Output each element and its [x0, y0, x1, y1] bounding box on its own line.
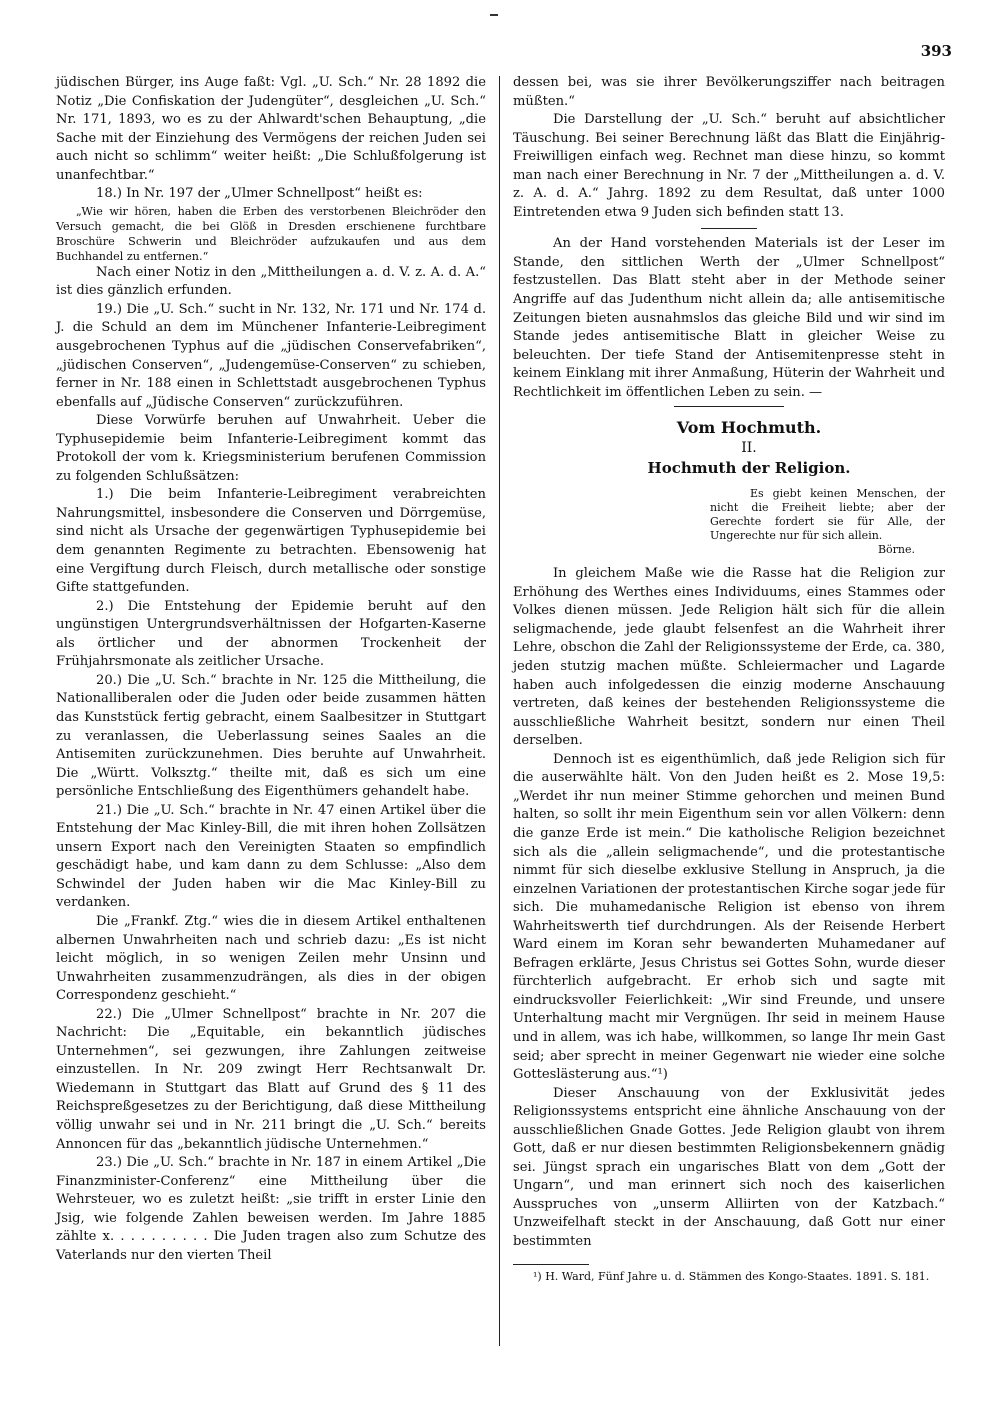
motto-author: Börne.: [877, 543, 915, 557]
separator-rule: [513, 228, 945, 229]
paragraph: 23.) Die „U. Sch.“ brachte in Nr. 187 in einem Artikel „Die Finanzminister-Conferenz“ eine Mittheilung über die Wehrsteuer, wo es zuletzt heißt: „sie trifft in erster Linie den Jsig, wie folgende Zahlen beweisen werden. Im Jahre 1885 zählte x. . . . . . . . . . Die Juden tragen also zum Schutze des Vaterlands nur den vierten Theil: [56, 1155, 486, 1263]
paragraph: 18.) In Nr. 197 der „Ulmer Schnellpost“ heißt es:: [96, 186, 423, 202]
section-subtitle: Hochmuth der Religion.: [647, 459, 851, 478]
paragraph: 21.) Die „U. Sch.“ brachte in Nr. 47 einen Artikel über die Entstehung der Mac Kinley-Bill, die mit ihren hohen Zollsätzen unsern Export nach den Vereinigten Staaten so empfindlich geschädigt habe, und kam dann zu dem Schlusse: „Also dem Schwindel der Juden haben wir die Mac Kinley-Bill zu verdanken.: [56, 802, 486, 911]
section-number: II.: [741, 440, 757, 457]
footnote: ¹) H. Ward, Fünf Jahre u. d. Stämmen des Kongo-Staates. 1891. S. 181.: [533, 1269, 930, 1283]
paragraph: Dieser Anschauung von der Exklusivität jedes Religionssystems entspricht eine ähnliche Anschauung von der ausschließlichen Gnade Gottes. Jede Religion glaubt von ihrem Gott, daß er nur diesen bestimmten Religionsbekennern gnädig sei. Jüngst sprach ein ungarisches Blatt von dem „Gott der Ungarn“, und man erinnert sich noch des kaiserlichen Ausspruches von „unserm Alliirten von der Katzbach.“ Unzweifelhaft steckt in der Anschauung, daß Gott nur einer bestimmten: [513, 1085, 945, 1249]
paragraph: Diese Vorwürfe beruhen auf Unwahrheit. Ueber die Typhusepidemie beim Infanterie-Leibregiment kommt das Protokoll der vom k. Kriegsministerium berufenen Commission zu folgenden Schlußsätzen:: [56, 413, 486, 484]
paragraph: jüdischen Bürger, ins Auge faßt: Vgl. „U. Sch.“ Nr. 28 1892 die Notiz „Die Confiskation der Judengüter“, desgleichen „U. Sch.“ Nr. 171, 1893, wo es zu der Ahlwardt'schen Behauptung, „die Sache mit der Einziehung des Vermögens der reichen Juden sei auch nicht so schlimm“ weiter heißt: „Die Schlußfolgerung ist unanfechtbar.“: [56, 75, 486, 183]
page-number: 393: [920, 42, 952, 60]
paragraph: dessen bei, was sie ihrer Bevölkerungsziffer nach beitragen müßten.“: [513, 75, 945, 109]
paragraph: An der Hand vorstehenden Materials ist der Leser im Stande, den sittlichen Werth der „Ulmer Schnellpost“ festzustellen. Das Blatt steht aber in der Methode seiner Angriffe auf das Judenthum nicht allein da; alle antisemitische Zeitungen bieten ausnahmslos das gleiche Bild und wir sind im Stande jedes antisemitische Blatt in gleicher Weise zu beleuchten. Der tiefe Stand der Antisemitenpresse steht in keinem Einklang mit ihrer Anmaßung, Hüterin der Wahrheit und Rechtlichkeit im öffentlichen Leben zu sein. —: [513, 236, 945, 400]
paragraph: In gleichem Maße wie die Rasse hat die Religion zur Erhöhung des Werthes eines Individuums, eines Stammes oder Volkes dienen müssen. Jede Religion hält sich für die allein seligmachende, jede glaubt felsenfest an die Wahrheit ihrer Lehre, obschon die Zahl der Religionssysteme der Erde, ca. 380, jeden stutzig machen müßte. Schleiermacher und Lagarde haben auch infolgedessen die einzig moderne Anschauung vertreten, daß keines der bestehenden Religionssysteme die ausschließliche Wahrheit besitzt, sondern nur einen Theil derselben.: [513, 566, 945, 749]
paragraph: 20.) Die „U. Sch.“ brachte in Nr. 125 die Mittheilung, die Nationalliberalen oder die Juden oder beide zusammen hätten das Kunststück fertig gebracht, einem Saalbesitzer in Stuttgart zu veranlassen, die Ueberlassung seines Saales an die Antisemiten zurückzunehmen. Dies beruhte auf Unwahrheit. Die „Württ. Volksztg.“ theilte mit, daß es sich um eine persönliche Entschließung des Eigenthümers gehandelt habe.: [56, 672, 486, 800]
paragraph: Dennoch ist es eigenthümlich, daß jede Religion sich für die auserwählte hält. Von den Juden heißt es 2. Mose 19,5: „Werdet ihr nun meiner Stimme gehorchen und meinen Bund halten, so sollt ihr mein Eigenthum sein vor allen Völkern: denn die ganze Erde ist mein.“ Die katholische Religion bezeichnet sich als die „allein seligmachende“, und die protestantische nimmt für sich dieselbe exklusive Stellung in Anspruch, ja die einzelnen Variationen der protestantischen Kirche sogar jede für sich. Die muhamedanische Religion ist ebenso von ihrem Wahrheitswerth tief durchdrungen. Als der Reisende Herbert Ward einem im Koran sehr bewanderten Muhamedaner auf Befragen erklärte, Jesus Christus sei Gottes Sohn, wurde dieser fürchterlich aufgebracht. Er erhob sich und sagte mit eindrucksvoller Feierlichkeit: „Wir sind Freunde, und unsere Unterhaltung macht mir Vergnügen. Ihr seid in meinem Hause und in allem, was ich habe, willkommen, so lange Ihr mein Gast seid; aber sprecht in meiner Gegenwart nie wieder eine solche Gotteslästerung aus.“¹): [513, 751, 945, 1083]
paragraph: 2.) Die Entstehung der Epidemie beruht auf den ungünstigen Untergrundsverhältnissen der Hofgarten-Kaserne als örtlicher und der abnormen Trockenheit der Frühjahrsmonate als zeitlicher Ursache.: [56, 598, 486, 670]
paragraph: Die „Frankf. Ztg.“ wies die in diesem Artikel enthaltenen albernen Unwahrheiten nach und schrieb dazu: „Es ist nicht leicht möglich, in so wenigen Zeilen mehr Unsinn und Unwahrheiten zusammenzudrängen, als dies in der obigen Correspondenz geschieht.“: [56, 913, 486, 1004]
paragraph: Die Darstellung der „U. Sch.“ beruht auf absichtlicher Täuschung. Bei seiner Berechnung läßt das Blatt die Einjährig-Freiwilligen einfach weg. Rechnet man diese hinzu, so kommt man nach einer Berechnung in Nr. 7 der „Mittheilungen a. d. V. z. A. d. A.“ Jahrg. 1892 zu dem Resultat, daß unter 1000 Eintretenden etwa 9 Juden sich befinden statt 13.: [513, 112, 945, 220]
block-quote: „Wie wir hören, haben die Erben des verstorbenen Bleichröder den Versuch gemacht, die bei Glöß in Dresden erschienene furchtbare Broschüre Schwerin und Bleichröder aufzukaufen und aus dem Buchhandel zu entfernen.“: [56, 204, 486, 263]
paragraph: 19.) Die „U. Sch.“ sucht in Nr. 132, Nr. 171 und Nr. 174 d. J. die Schuld an dem im Münchener Infanterie-Leibregiment ausgebrochenen Typhus auf die „jüdischen Conservefabriken“, „jüdischen Conserven“, „Judengemüse-Conserven“ zu schieben, ferner in Nr. 188 einen in Schlettstadt ausgebrochenen Typhus ebenfalls auf „Jüdische Conserven“ zurückzuführen.: [56, 301, 486, 410]
right-column: [513, 74, 945, 1284]
paragraph: Nach einer Notiz in den „Mittheilungen a. d. V. z. A. d. A.“ ist dies gänzlich erfunden.: [56, 264, 486, 299]
left-column: [56, 74, 486, 1265]
section-rule: [513, 406, 945, 407]
header-mark: [490, 14, 498, 16]
paragraph: 22.) Die „Ulmer Schnellpost“ brachte in Nr. 207 die Nachricht: Die „Equitable, ein bekanntlich jüdisches Unternehmen“, sei gezwungen, ihre Zahlungen zeitweise einzustellen. In Nr. 209 zwingt Herr Rechtsanwalt Dr. Wiedemann in Stuttgart das Blatt auf Grund des § 11 des Reichspreßgesetzes zu der Berichtigung, daß diese Mittheilung völlig unwahr sei und in Nr. 211 bringt die „U. Sch.“ bereits Annoncen für das „bekanntlich jüdische Unternehmen.“: [56, 1006, 486, 1152]
motto: Es giebt keinen Menschen, der nicht die Freiheit liebte; aber der Gerechte fordert sie für Alle, der Ungerechte nur für sich allein.: [710, 487, 945, 543]
section-title: Vom Hochmuth.: [676, 418, 822, 438]
column-divider: [499, 76, 500, 1346]
footnote-rule: [513, 1264, 589, 1265]
paragraph: 1.) Die beim Infanterie-Leibregiment verabreichten Nahrungsmittel, insbesondere die Conserven und Dörrgemüse, sind nicht als Ursache der gegenwärtigen Typhusepidemie bei dem genannten Regimente zu betrachten. Ebensowenig hat eine Vergiftung durch Fleisch, durch metallische oder sonstige Gifte stattgefunden.: [56, 487, 486, 596]
